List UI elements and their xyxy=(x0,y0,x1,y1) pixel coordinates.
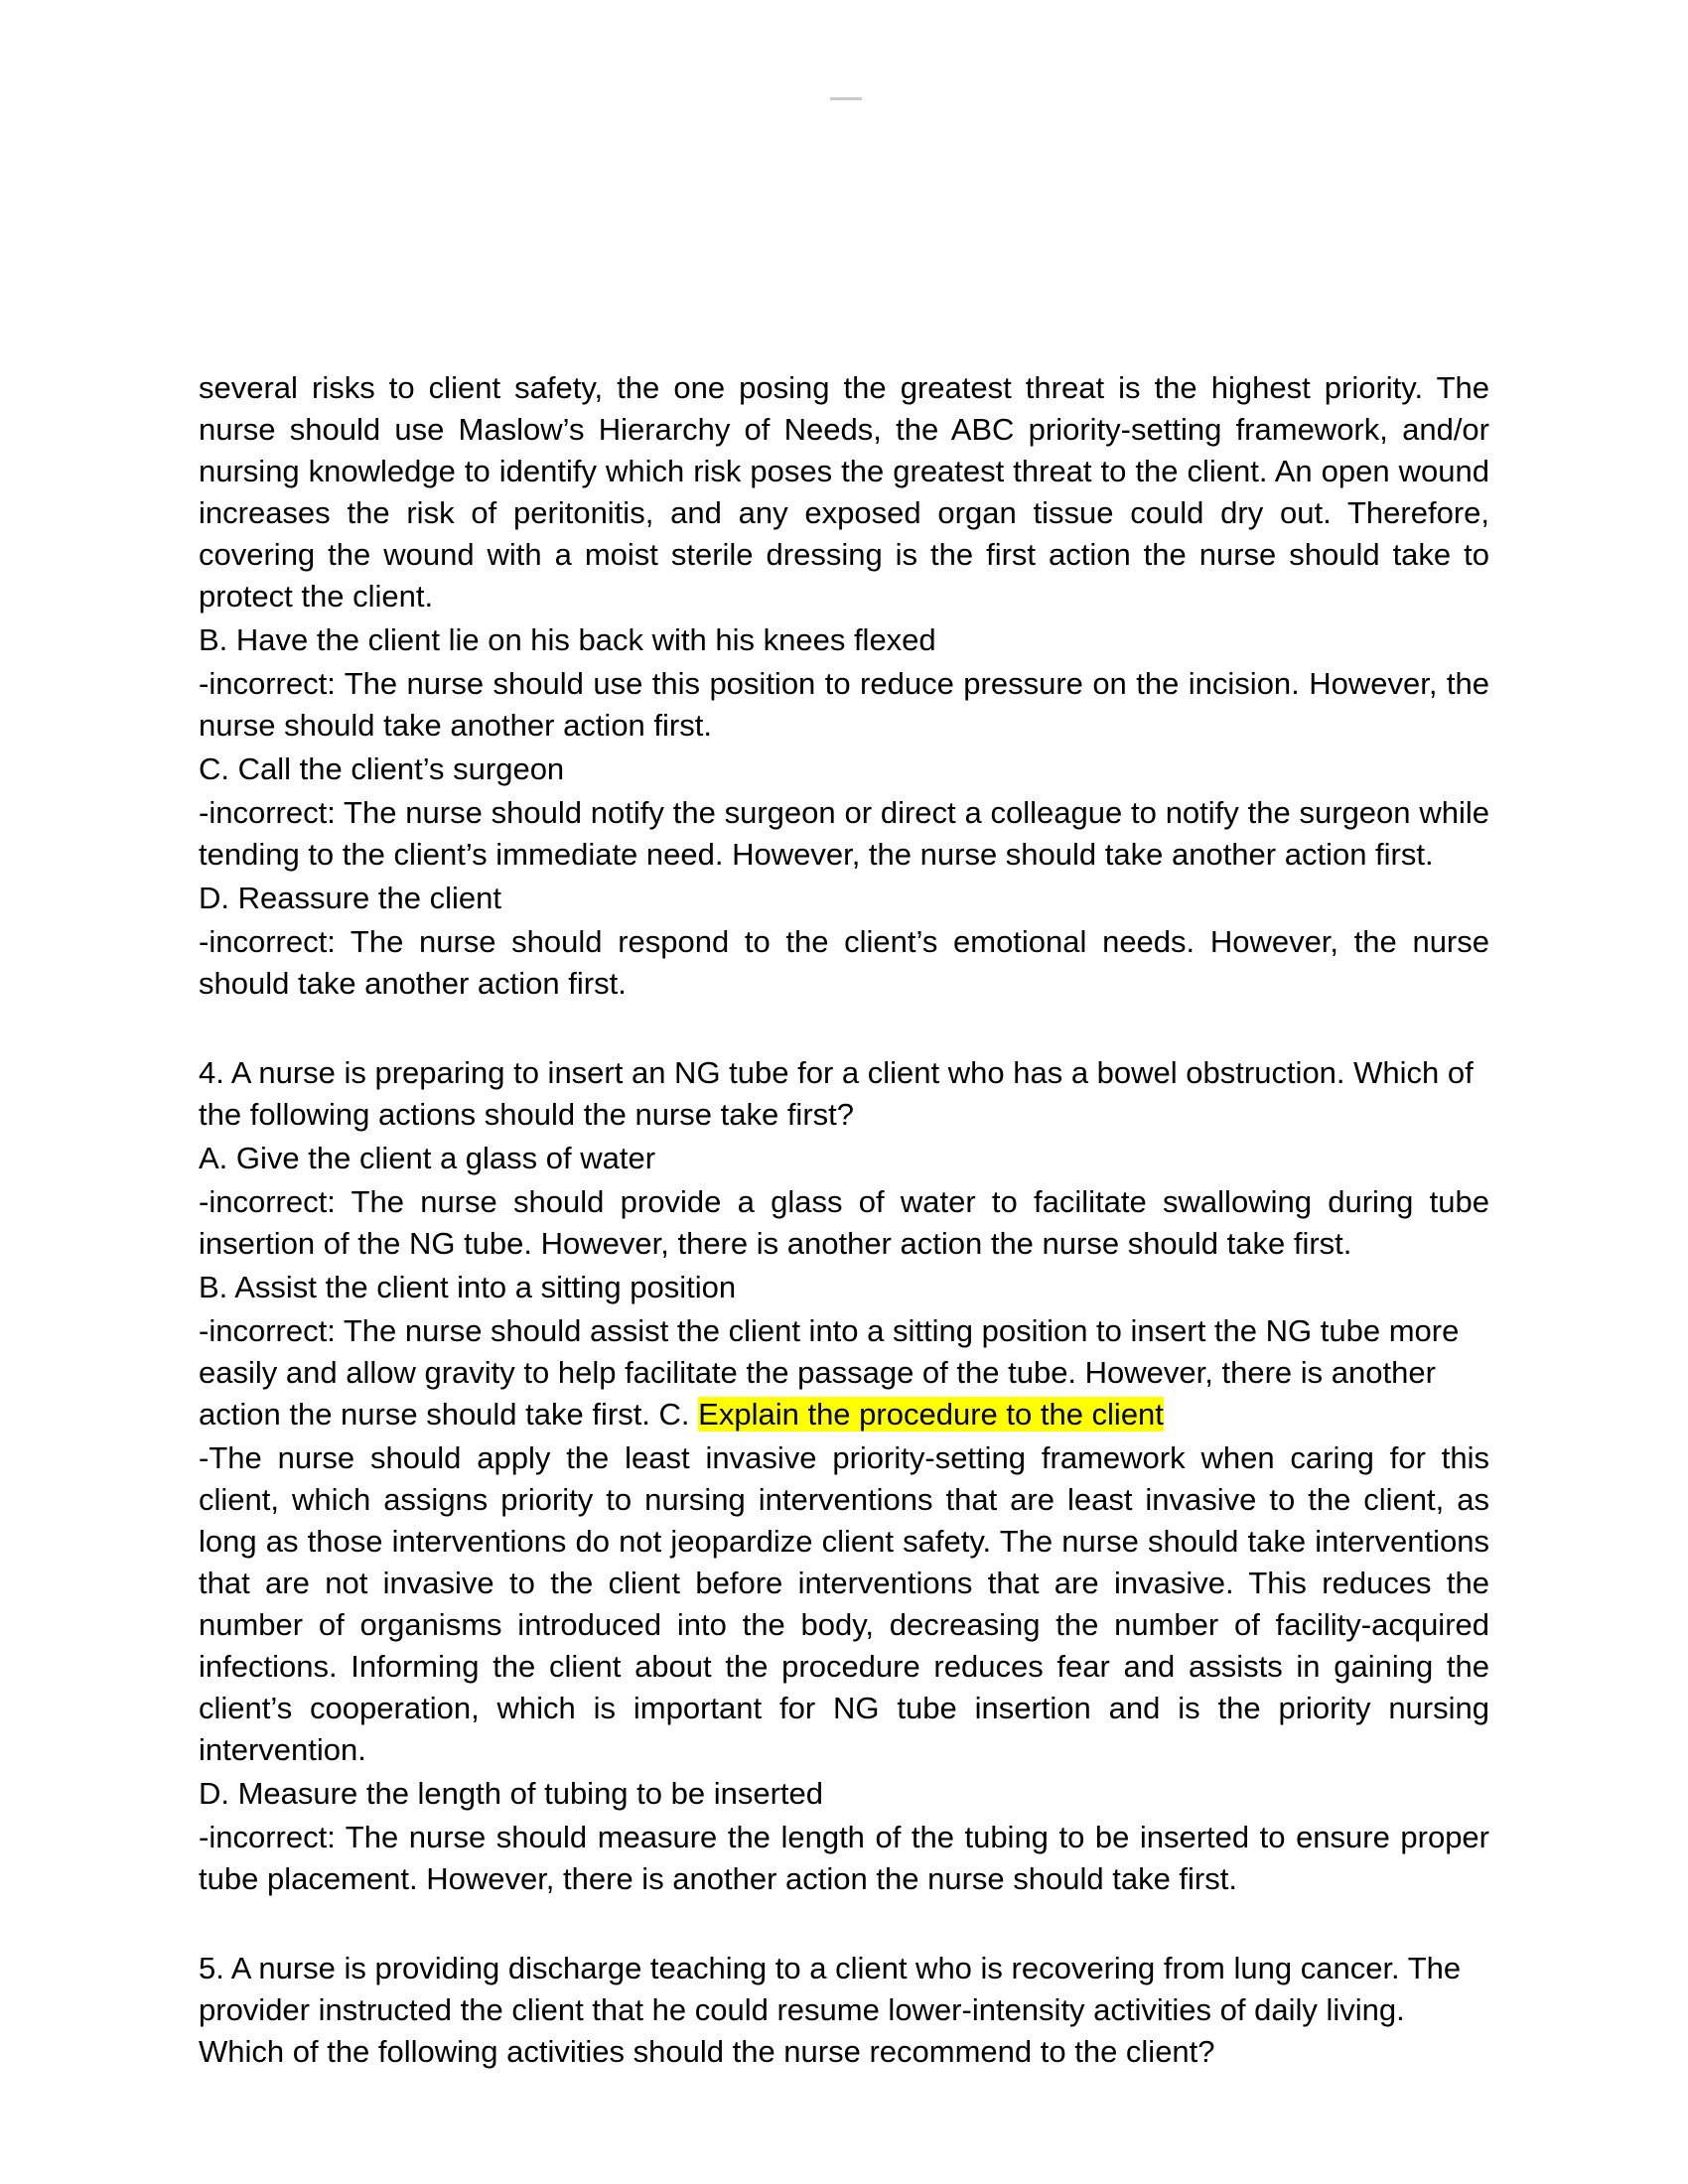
q4-option-c-answer: Explain the procedure to the client xyxy=(698,1397,1164,1432)
q4-option-a-note: -incorrect: The nurse should provide a glass of water to facilitate swallowing during tube insertion of the NG tube. However, there is another action the nurse should take first. xyxy=(199,1184,1489,1261)
q4-option-b-note: -incorrect: The nurse should assist the client into a sitting position to insert the NG tube more easily and allow gravity to help facilitate the passage of the tube. However, there is another action the nurse should take first. xyxy=(199,1313,1460,1432)
q4-question: 4. A nurse is preparing to insert an NG tube for a client who has a bowel obstruction. Which of the following actions should the nurse take first? xyxy=(199,1055,1474,1132)
document-body xyxy=(199,367,1489,2075)
header-mark xyxy=(830,97,862,100)
q4-option-b: B. Assist the client into a sitting position xyxy=(199,1270,737,1304)
q3-option-c: C. Call the client’s surgeon xyxy=(199,751,565,786)
paragraph-gap xyxy=(199,1902,1489,1948)
q4-option-b-note-block xyxy=(199,1310,1489,1435)
q3-option-c-note: -incorrect: The nurse should notify the surgeon or direct a colleague to notify the surgeon while tending to the client’s immediate need. However, the nurse should take another action first. xyxy=(199,795,1489,872)
q3-option-d: D. Reassure the client xyxy=(199,881,501,915)
q3-option-d-note: -incorrect: The nurse should respond to the client’s emotional needs. However, the nurse should take another action first. xyxy=(199,924,1489,1001)
q4-option-c-prefix: C. xyxy=(658,1397,690,1432)
q5-question: 5. A nurse is providing discharge teaching to a client who is recovering from lung cancer. The provider instructed the client that he could resume lower-intensity activities of daily living. Which of the following activities should the nurse recommend to the client? xyxy=(199,1951,1462,2069)
q3-option-b: B. Have the client lie on his back with his knees flexed xyxy=(199,622,936,657)
q4-option-d: D. Measure the length of tubing to be inserted xyxy=(199,1776,824,1811)
paragraph-gap xyxy=(199,1007,1489,1052)
q4-option-d-note: -incorrect: The nurse should measure the length of the tubing to be inserted to ensure proper tube placement. However, there is another action the nurse should take first. xyxy=(199,1820,1489,1896)
q3-option-b-note: -incorrect: The nurse should use this position to reduce pressure on the incision. However, the nurse should take another action first. xyxy=(199,666,1489,743)
q4-option-c-note: -The nurse should apply the least invasive priority-setting framework when caring for this client, which assigns priority to nursing interventions that are least invasive to the client, as long as those interventions do not jeopardize client safety. The nurse should take interventions that are not invasive to the client before interventions that are invasive. This reduces the number of organisms introduced into the body, decreasing the number of facility-acquired infections. Informing the client about the procedure reduces fear and assists in gaining the client’s cooperation, which is important for NG tube insertion and is the priority nursing intervention. xyxy=(199,1440,1489,1767)
q3-rationale: several risks to client safety, the one posing the greatest threat is the highest priority. The nurse should use Maslow’s Hierarchy of Needs, the ABC priority-setting framework, and/or nursing knowledge to identify which risk poses the greatest threat to the client. An open wound increases the risk of peritonitis, and any exposed organ tissue could dry out. Therefore, covering the wound with a moist sterile dressing is the first action the nurse should take to protect the client. xyxy=(199,370,1489,614)
q4-option-a: A. Give the client a glass of water xyxy=(199,1141,656,1175)
